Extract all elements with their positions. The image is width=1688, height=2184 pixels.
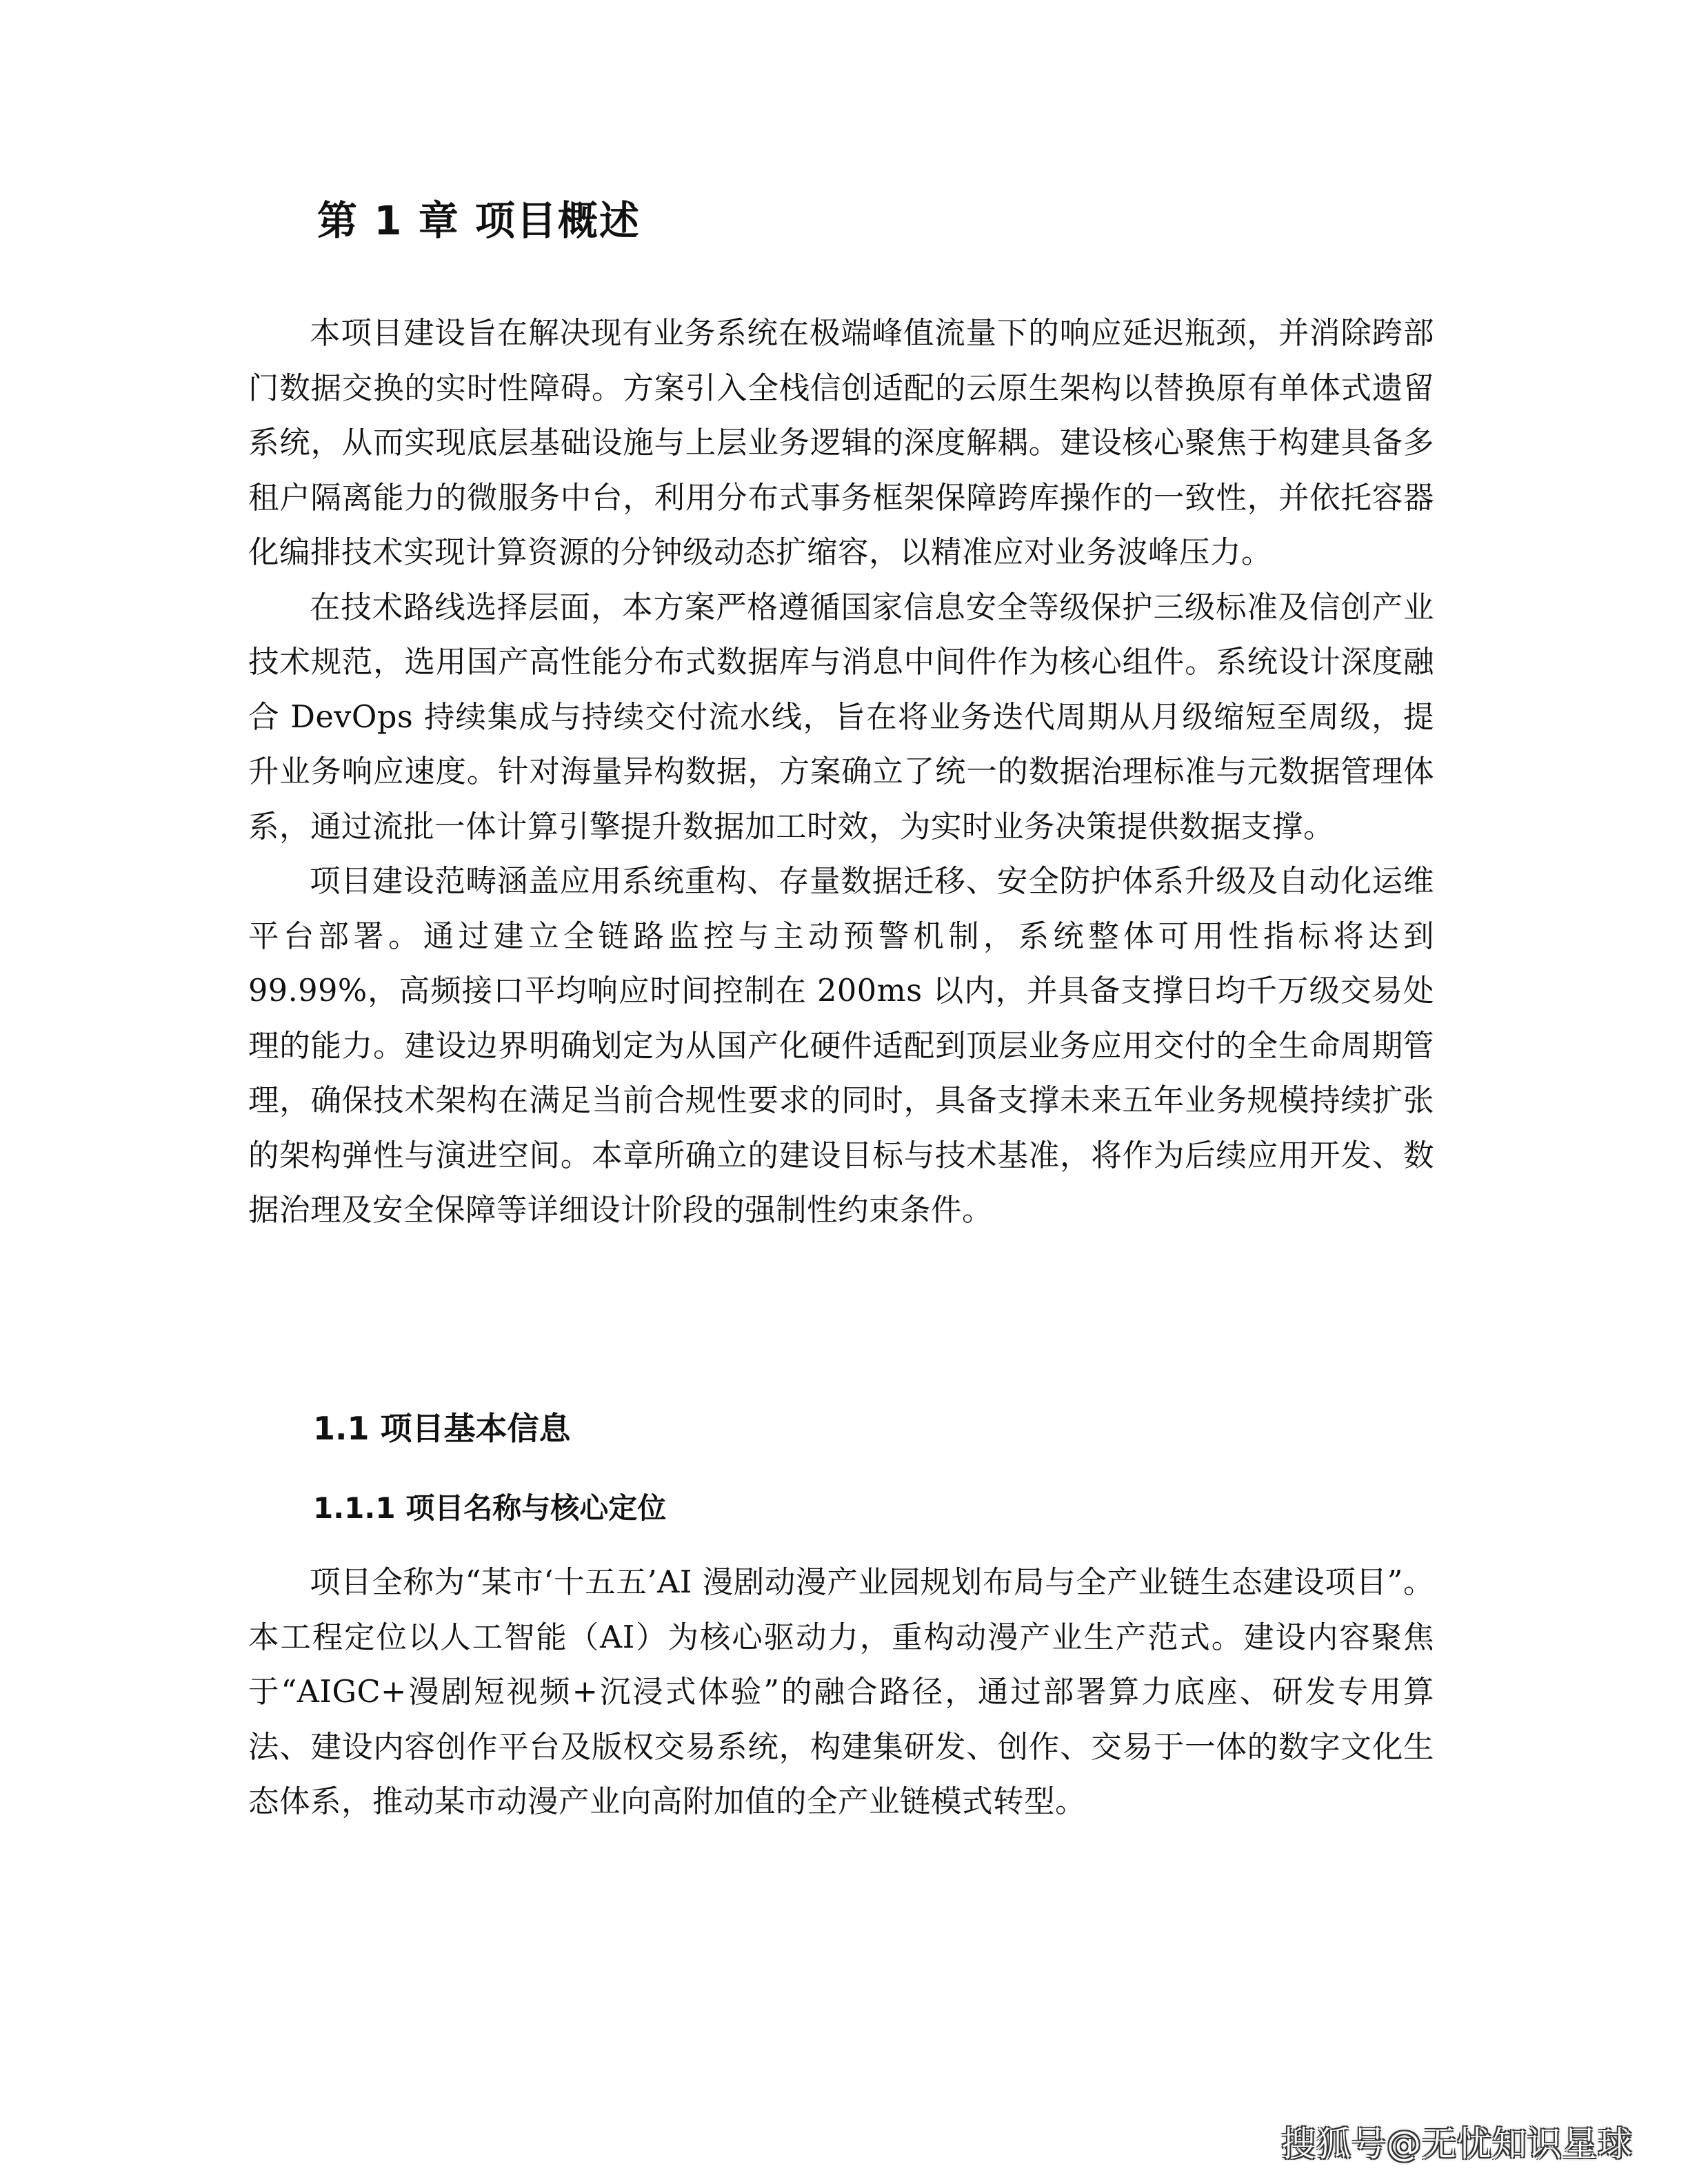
watermark: 搜狐号@无忧知识星球 bbox=[1281, 2124, 1633, 2164]
subsection-body bbox=[248, 1555, 1434, 1830]
chapter-paragraph-3: 项目建设范畴涵盖应用系统重构、存量数据迁移、安全防护体系升级及自动化运维平台部署。通过建立全链路监控与主动预警机制，系统整体可用性指标将达到 99.99%，高频接口平均响应时间控制在 200ms 以内，并具备支撑日均千万级交易处理的能力。建设边界明确划定为从国产化硬件适配到顶层业务应用交付的全生命周期管理，确保技术架构在满足当前合规性要求的同时，具备支撑未来五年业务规模持续扩张的架构弹性与演进空间。本章所确立的建设目标与技术基准，将作为后续应用开发、数据治理及安全保障等详细设计阶段的强制性约束条件。 bbox=[248, 864, 1434, 1228]
chapter-paragraph-2: 在技术路线选择层面，本方案严格遵循国家信息安全等级保护三级标准及信创产业技术规范，选用国产高性能分布式数据库与消息中间件作为核心组件。系统设计深度融合 DevOps 持续集成与持续交付流水线，旨在将业务迭代周期从月级缩短至周级，提升业务响应速度。针对海量异构数据，方案确立了统一的数据治理标准与元数据管理体系，通过流批一体计算引擎提升数据加工时效，为实时业务决策提供数据支撑。 bbox=[248, 589, 1434, 845]
section-title: 1.1 项目基本信息 bbox=[313, 1410, 571, 1447]
chapter-title: 第 1 章 项目概述 bbox=[317, 197, 641, 244]
subsection-paragraph-1: 项目全称为“某市‘十五五’AI 漫剧动漫产业园规划布局与全产业链生态建设项目”。本工程定位以人工智能（AI）为核心驱动力，重构动漫产业生产范式。建设内容聚焦于“AIGC+漫剧短视频+沉浸式体验”的融合路径，通过部署算力底座、研发专用算法、建设内容创作平台及版权交易系统，构建集研发、创作、交易于一体的数字文化生态体系，推动某市动漫产业向高附加值的全产业链模式转型。 bbox=[248, 1565, 1434, 1819]
subsection-title: 1.1.1 项目名称与核心定位 bbox=[313, 1491, 667, 1525]
chapter-body bbox=[248, 306, 1434, 1238]
chapter-paragraph-1: 本项目建设旨在解决现有业务系统在极端峰值流量下的响应延迟瓶颈，并消除跨部门数据交换的实时性障碍。方案引入全栈信创适配的云原生架构以替换原有单体式遗留系统，从而实现底层基础设施与上层业务逻辑的深度解耦。建设核心聚焦于构建具备多租户隔离能力的微服务中台，利用分布式事务框架保障跨库操作的一致性，并依托容器化编排技术实现计算资源的分钟级动态扩缩容，以精准应对业务波峰压力。 bbox=[248, 316, 1434, 570]
